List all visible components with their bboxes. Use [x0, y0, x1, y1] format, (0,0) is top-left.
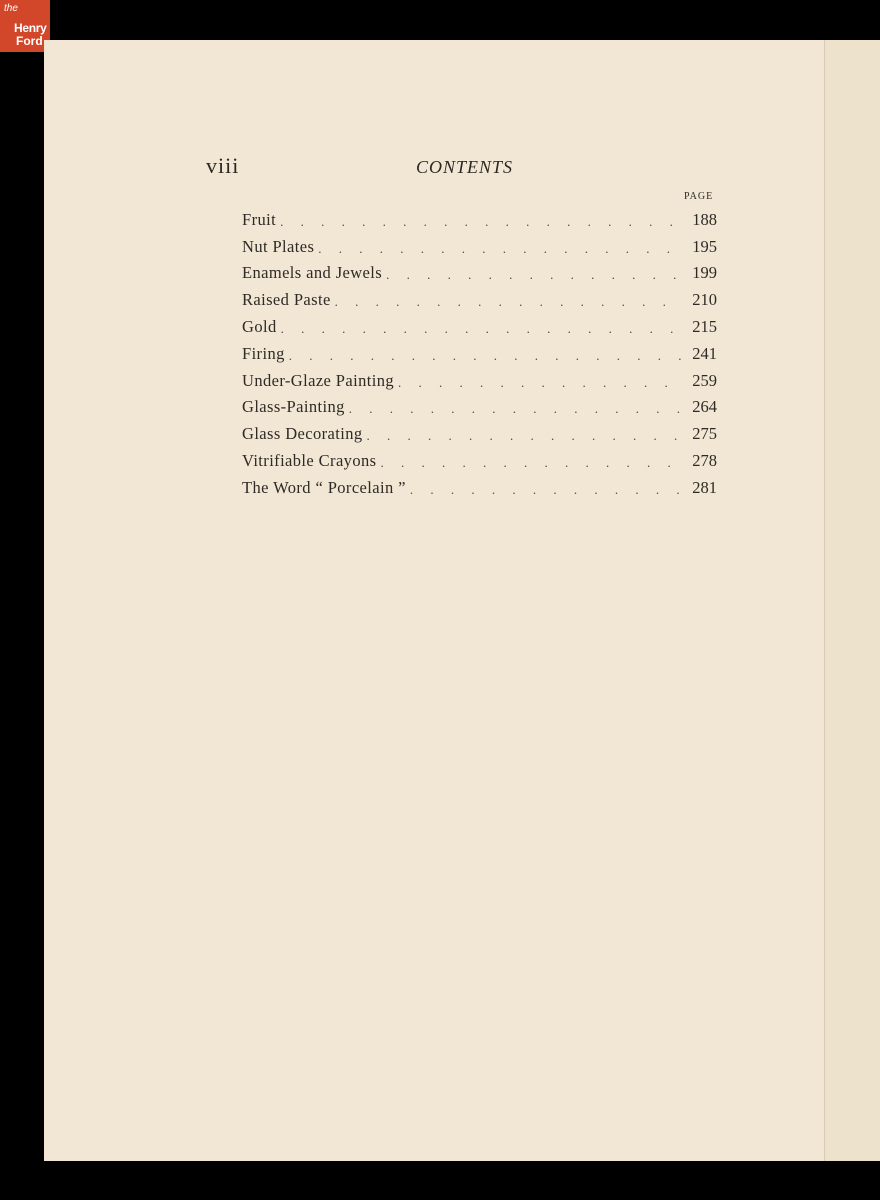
toc-entry-page: 281 [692, 477, 717, 497]
book-page [44, 40, 880, 1161]
toc-entry-page: 199 [692, 263, 717, 283]
dot-leader [410, 482, 683, 498]
dot-leader [281, 321, 683, 337]
toc-entry-page: 275 [692, 424, 717, 444]
toc-entry [242, 230, 717, 257]
toc-entry-page: 264 [692, 397, 717, 417]
toc-entry-title: Gold [242, 316, 277, 336]
dot-leader [318, 241, 683, 257]
toc-entry-page: 241 [692, 343, 717, 363]
toc-entry-page: 210 [692, 290, 717, 310]
toc-entry-page: 195 [692, 236, 717, 256]
toc-entry [242, 391, 717, 418]
toc-entry-title: Fruit [242, 209, 277, 229]
toc-entry-title: The Word “ Porcelain ” [242, 477, 406, 497]
toc-entry-title: Under-Glaze Painting [242, 370, 394, 390]
toc-entry-title: Glass-Painting [242, 397, 345, 417]
toc-entry [242, 444, 717, 471]
logo-the: the [4, 3, 18, 14]
logo-ford: Ford [16, 34, 43, 48]
toc-entry [242, 283, 717, 310]
toc-entry-title: Raised Paste [242, 290, 331, 310]
dot-leader [386, 267, 683, 283]
page-column-header: PAGE [684, 191, 714, 202]
toc-entry [242, 310, 717, 337]
dot-leader [289, 348, 683, 364]
toc-entry-title: Vitrifiable Crayons [242, 450, 377, 470]
dot-leader [398, 375, 683, 391]
toc-entry-page: 259 [692, 370, 717, 390]
page-number: viii [206, 153, 240, 178]
logo-henry: Henry [14, 21, 47, 35]
henry-ford-logo [0, 0, 50, 52]
table-of-contents [242, 203, 717, 498]
toc-entry [242, 364, 717, 391]
dot-leader [280, 214, 683, 230]
toc-entry [242, 203, 717, 230]
toc-entry-page: 278 [692, 450, 717, 470]
toc-entry-title: Firing [242, 343, 285, 363]
toc-entry-page: 188 [692, 209, 717, 229]
toc-entry [242, 257, 717, 284]
toc-entry [242, 337, 717, 364]
facing-page-edge [824, 40, 880, 1161]
dot-leader [335, 294, 683, 310]
toc-entry-page: 215 [692, 316, 717, 336]
page-title: CONTENTS [416, 157, 514, 177]
toc-entry [242, 471, 717, 498]
toc-entry-title: Nut Plates [242, 236, 315, 256]
toc-entry-title: Enamels and Jewels [242, 263, 383, 283]
dot-leader [380, 455, 683, 471]
toc-entry-title: Glass Decorating [242, 424, 363, 444]
toc-entry [242, 417, 717, 444]
dot-leader [367, 428, 684, 444]
dot-leader [349, 401, 683, 417]
